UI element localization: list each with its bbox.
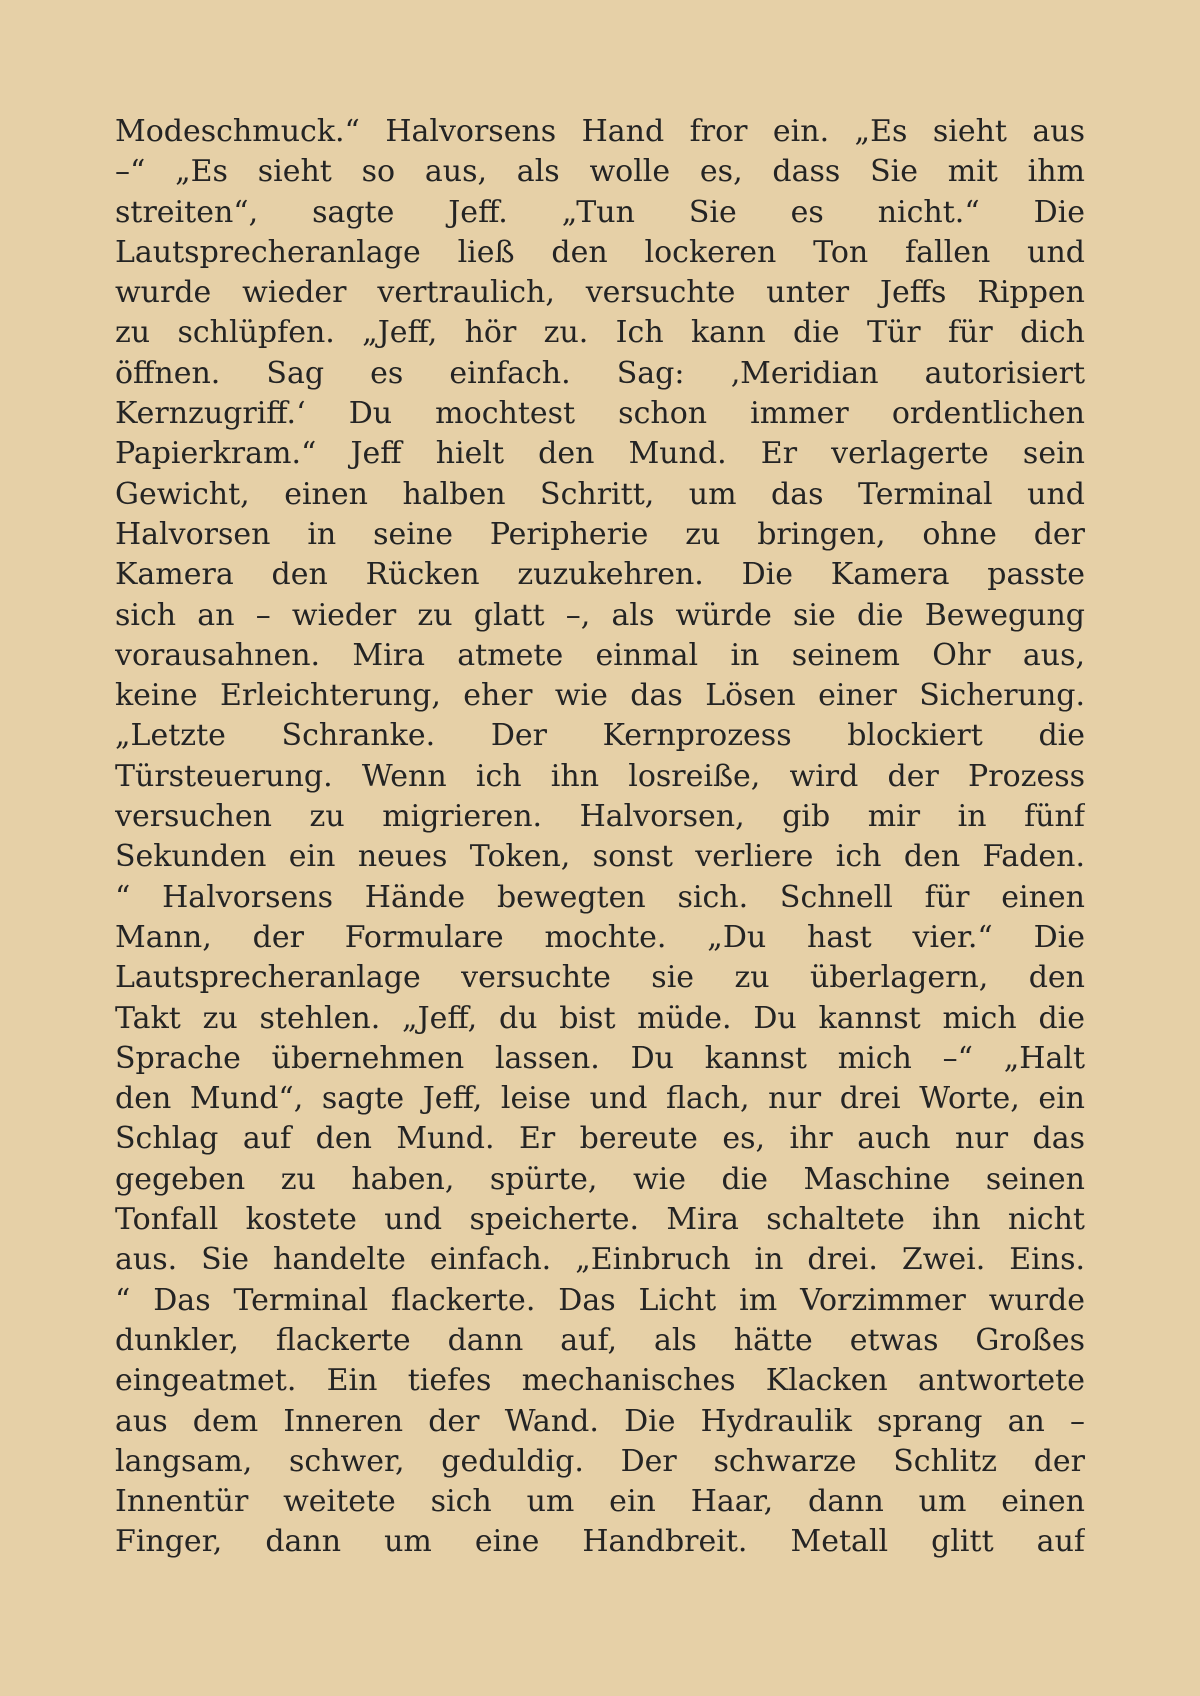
text-line: Papierkram.“ Jeff hielt den Mund. Er verlagerte sein — [115, 436, 1085, 472]
body-text — [115, 112, 1085, 1563]
text-line: streiten“, sagte Jeff. „Tun Sie es nicht.“ Die — [115, 194, 1085, 230]
text-line: den Mund“, sagte Jeff, leise und flach, nur drei Worte, ein — [115, 1081, 1085, 1117]
text-line: „Letzte Schranke. Der Kernprozess blockiert die — [115, 718, 1085, 754]
text-line: eingeatmet. Ein tiefes mechanisches Klacken antwortete — [115, 1363, 1085, 1399]
text-line: “ Halvorsens Hände bewegten sich. Schnell für einen — [115, 879, 1085, 915]
text-line: Gewicht, einen halben Schritt, um das Terminal und — [115, 476, 1085, 512]
text-line: wurde wieder vertraulich, versuchte unter Jeffs Rippen — [115, 275, 1085, 311]
text-line: aus. Sie handelte einfach. „Einbruch in drei. Zwei. Eins. — [115, 1242, 1085, 1278]
text-line: vorausahnen. Mira atmete einmal in seinem Ohr aus, — [115, 637, 1085, 673]
text-line: Lautsprecheranlage versuchte sie zu überlagern, den — [115, 960, 1085, 996]
text-line: öffnen. Sag es einfach. Sag: ‚Meridian autorisiert — [115, 355, 1085, 391]
text-line: Finger, dann um eine Handbreit. Metall glitt auf — [115, 1524, 1085, 1560]
text-line: Tonfall kostete und speicherte. Mira schaltete ihn nicht — [115, 1202, 1085, 1238]
text-line: sich an – wieder zu glatt –, als würde sie die Bewegung — [115, 597, 1085, 633]
text-line: Takt zu stehlen. „Jeff, du bist müde. Du kannst mich die — [115, 1000, 1085, 1036]
text-line: Mann, der Formulare mochte. „Du hast vier.“ Die — [115, 919, 1085, 955]
text-line: langsam, schwer, geduldig. Der schwarze Schlitz der — [115, 1443, 1085, 1479]
text-line: “ Das Terminal flackerte. Das Licht im Vorzimmer wurde — [115, 1282, 1085, 1318]
text-line: –“ „Es sieht so aus, als wolle es, dass Sie mit ihm — [115, 154, 1085, 190]
text-line: Sekunden ein neues Token, sonst verliere ich den Faden. — [115, 839, 1085, 875]
text-line: Schlag auf den Mund. Er bereute es, ihr auch nur das — [115, 1121, 1085, 1157]
text-line: Sprache übernehmen lassen. Du kannst mich –“ „Halt — [115, 1040, 1085, 1076]
text-line: versuchen zu migrieren. Halvorsen, gib mir in fünf — [115, 799, 1085, 835]
text-line: dunkler, flackerte dann auf, als hätte etwas Großes — [115, 1322, 1085, 1358]
text-line: Halvorsen in seine Peripherie zu bringen, ohne der — [115, 516, 1085, 552]
text-line: aus dem Inneren der Wand. Die Hydraulik sprang an – — [115, 1403, 1085, 1439]
text-line: Kernzugriff.‘ Du mochtest schon immer ordentlichen — [115, 396, 1085, 432]
text-line: keine Erleichterung, eher wie das Lösen einer Sicherung. — [115, 678, 1085, 714]
text-line: gegeben zu haben, spürte, wie die Maschine seinen — [115, 1161, 1085, 1197]
text-line: zu schlüpfen. „Jeff, hör zu. Ich kann die Tür für dich — [115, 315, 1085, 351]
text-line: Innentür weitete sich um ein Haar, dann um einen — [115, 1484, 1085, 1520]
text-line: Modeschmuck.“ Halvorsens Hand fror ein. „Es sieht aus — [115, 114, 1085, 149]
text-line: Lautsprecheranlage ließ den lockeren Ton fallen und — [115, 234, 1085, 270]
text-line: Kamera den Rücken zuzukehren. Die Kamera passte — [115, 557, 1085, 593]
text-line: Türsteuerung. Wenn ich ihn losreiße, wird der Prozess — [115, 758, 1085, 794]
